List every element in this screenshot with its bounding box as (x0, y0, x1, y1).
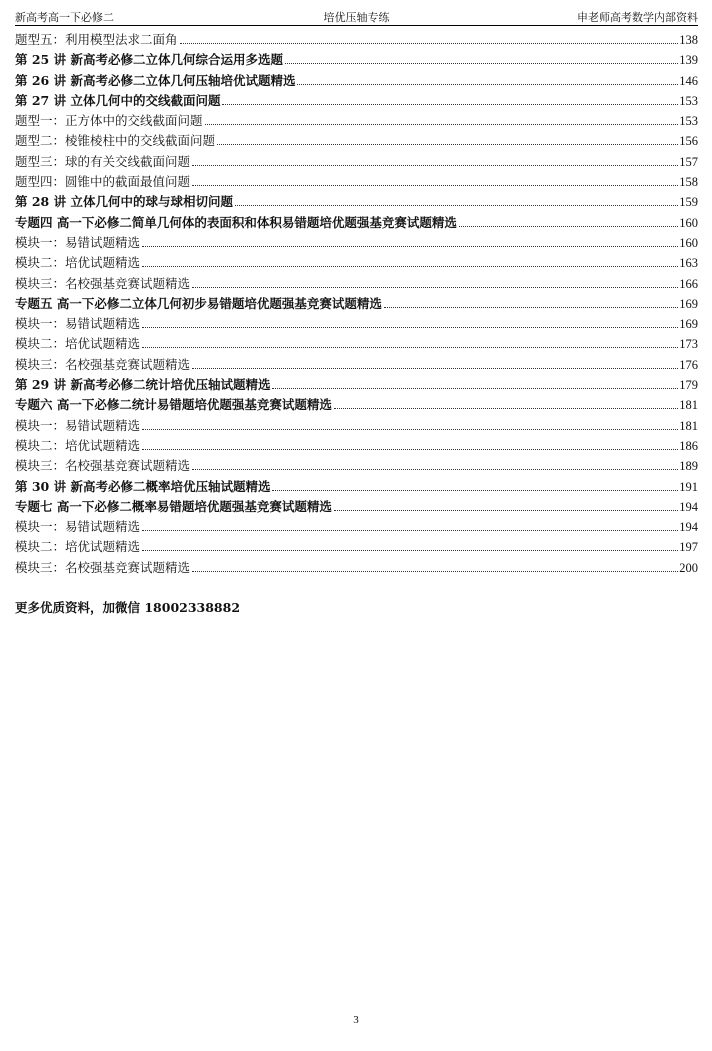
toc-entry[interactable] (15, 50, 698, 70)
toc-entry-title: 第 25 讲 新高考必修二立体几何综合运用多选题 (15, 52, 283, 68)
toc-entry[interactable] (15, 131, 698, 151)
toc-entry-title: 题型四：圆锥中的截面最值问题 (15, 174, 191, 190)
toc-entry-page: 156 (679, 134, 698, 149)
toc-entry-title: 模块二：培优试题精选 (15, 539, 141, 555)
toc-dot-leader (192, 185, 678, 186)
toc-entry-title: 模块三：名校强基竞赛试题精选 (15, 559, 191, 575)
toc-entry[interactable] (15, 395, 698, 415)
toc-entry-title: 模块一：易错试题精选 (15, 234, 141, 250)
toc-entry[interactable] (15, 233, 698, 253)
toc-entry-title: 模块二：培优试题精选 (15, 437, 141, 453)
toc-entry[interactable] (15, 477, 698, 497)
header-center-text: 培优压轴专练 (323, 11, 390, 24)
toc-entry-page: 197 (679, 540, 698, 555)
toc-dot-leader (334, 408, 678, 409)
header-right-text: 申老师高考数学内部资料 (577, 11, 698, 24)
toc-dot-leader (142, 449, 678, 450)
toc-entry-title: 题型五：利用模型法求二面角 (15, 32, 178, 47)
toc-entry-page: 191 (679, 479, 698, 494)
toc-entry[interactable] (15, 253, 698, 273)
toc-entry[interactable] (15, 537, 698, 557)
toc-entry[interactable] (15, 91, 698, 111)
table-of-contents (15, 30, 698, 578)
toc-entry[interactable] (15, 517, 698, 537)
toc-entry-title: 第 27 讲 立体几何中的交线截面问题 (15, 92, 221, 108)
toc-entry[interactable] (15, 294, 698, 314)
toc-dot-leader (142, 347, 678, 348)
toc-entry-page: 138 (679, 33, 698, 47)
toc-entry[interactable] (15, 314, 698, 334)
toc-entry-page: 160 (679, 215, 698, 230)
toc-entry-title: 模块三：名校强基竞赛试题精选 (15, 356, 191, 372)
toc-entry-page: 157 (679, 154, 698, 169)
toc-dot-leader (459, 226, 678, 227)
toc-dot-leader (272, 388, 678, 389)
toc-dot-leader (142, 327, 678, 328)
toc-entry-page: 159 (679, 195, 698, 210)
toc-dot-leader (235, 205, 678, 206)
toc-entry-title: 专题七 高一下必修二概率易错题培优题强基竞赛试题精选 (15, 498, 332, 514)
toc-entry-page: 160 (679, 235, 698, 250)
page-header (15, 8, 698, 26)
page-number: 3 (353, 1014, 359, 1026)
toc-entry[interactable] (15, 152, 698, 172)
toc-entry-title: 模块二：培优试题精选 (15, 255, 141, 271)
toc-entry-page: 186 (679, 438, 698, 453)
toc-dot-leader (334, 510, 678, 511)
toc-entry[interactable] (15, 456, 698, 476)
toc-entry-page: 169 (679, 296, 698, 311)
toc-entry-title: 第 28 讲 立体几何中的球与球相切问题 (15, 194, 233, 210)
toc-entry-title: 题型三：球的有关交线截面问题 (15, 153, 191, 169)
header-left-text: 新高考高一下必修二 (15, 11, 114, 24)
toc-dot-leader (285, 63, 678, 64)
toc-entry[interactable] (15, 111, 698, 131)
toc-dot-leader (272, 490, 678, 491)
toc-entry[interactable] (15, 558, 698, 578)
toc-entry[interactable] (15, 416, 698, 436)
toc-dot-leader (384, 307, 678, 308)
toc-entry[interactable] (15, 71, 698, 91)
toc-dot-leader (192, 571, 678, 572)
toc-entry-title: 专题六 高一下必修二统计易错题培优题强基竞赛试题精选 (15, 397, 332, 413)
toc-entry-page: 194 (679, 520, 698, 535)
toc-dot-leader (192, 368, 678, 369)
toc-entry-page: 139 (679, 53, 698, 68)
toc-dot-leader (205, 124, 679, 125)
toc-entry-page: 166 (679, 276, 698, 291)
toc-entry-title: 专题五 高一下必修二立体几何初步易错题培优题强基竞赛试题精选 (15, 295, 382, 311)
toc-entry-page: 158 (679, 175, 698, 190)
toc-entry-page: 181 (679, 418, 698, 433)
toc-entry-title: 专题四 高一下必修二简单几何体的表面积和体积易错题培优题强基竞赛试题精选 (15, 214, 457, 230)
toc-dot-leader (217, 144, 678, 145)
toc-entry-title: 模块一：易错试题精选 (15, 316, 141, 332)
contact-note: 更多优质资料，加微信 18002338882 (15, 600, 241, 615)
toc-entry-page: 181 (679, 398, 698, 413)
toc-entry-title: 题型二：棱锥棱柱中的交线截面问题 (15, 133, 216, 149)
toc-entry-title: 第 29 讲 新高考必修二统计培优压轴试题精选 (15, 377, 271, 393)
toc-entry-page: 176 (679, 357, 698, 372)
toc-entry-title: 模块二：培优试题精选 (15, 336, 141, 352)
toc-entry-title: 第 26 讲 新高考必修二立体几何压轴培优试题精选 (15, 72, 296, 88)
toc-dot-leader (297, 84, 678, 85)
toc-entry[interactable] (15, 375, 698, 395)
toc-entry-page: 146 (679, 73, 698, 88)
toc-entry-page: 173 (679, 337, 698, 352)
toc-entry-page: 153 (679, 114, 698, 129)
toc-dot-leader (142, 550, 678, 551)
toc-entry[interactable] (15, 355, 698, 375)
toc-dot-leader (192, 469, 678, 470)
toc-dot-leader (192, 287, 678, 288)
toc-entry[interactable] (15, 274, 698, 294)
toc-entry[interactable] (15, 334, 698, 354)
toc-entry-title: 题型一：正方体中的交线截面问题 (15, 113, 203, 129)
toc-dot-leader (142, 429, 678, 430)
toc-entry-title: 模块三：名校强基竞赛试题精选 (15, 275, 191, 291)
toc-entry[interactable] (15, 436, 698, 456)
toc-entry[interactable] (15, 172, 698, 192)
toc-entry-title: 模块三：名校强基竞赛试题精选 (15, 458, 191, 474)
toc-dot-leader (222, 104, 678, 105)
toc-entry-page: 189 (679, 459, 698, 474)
toc-entry-page: 163 (679, 256, 698, 271)
toc-entry-title: 第 30 讲 新高考必修二概率培优压轴试题精选 (15, 478, 271, 494)
toc-entry-page: 200 (679, 560, 698, 575)
toc-entry[interactable] (15, 497, 698, 517)
toc-dot-leader (142, 246, 678, 247)
toc-entry[interactable] (15, 192, 698, 212)
toc-entry-page: 179 (679, 378, 698, 393)
toc-dot-leader (180, 43, 679, 44)
toc-entry-page: 169 (679, 317, 698, 332)
toc-entry-page: 194 (679, 499, 698, 514)
toc-dot-leader (142, 266, 678, 267)
toc-entry[interactable] (15, 30, 698, 50)
toc-entry-page: 153 (679, 93, 698, 108)
toc-dot-leader (192, 165, 678, 166)
toc-entry-title: 模块一：易错试题精选 (15, 417, 141, 433)
toc-entry-title: 模块一：易错试题精选 (15, 519, 141, 535)
toc-entry[interactable] (15, 213, 698, 233)
toc-dot-leader (142, 530, 678, 531)
